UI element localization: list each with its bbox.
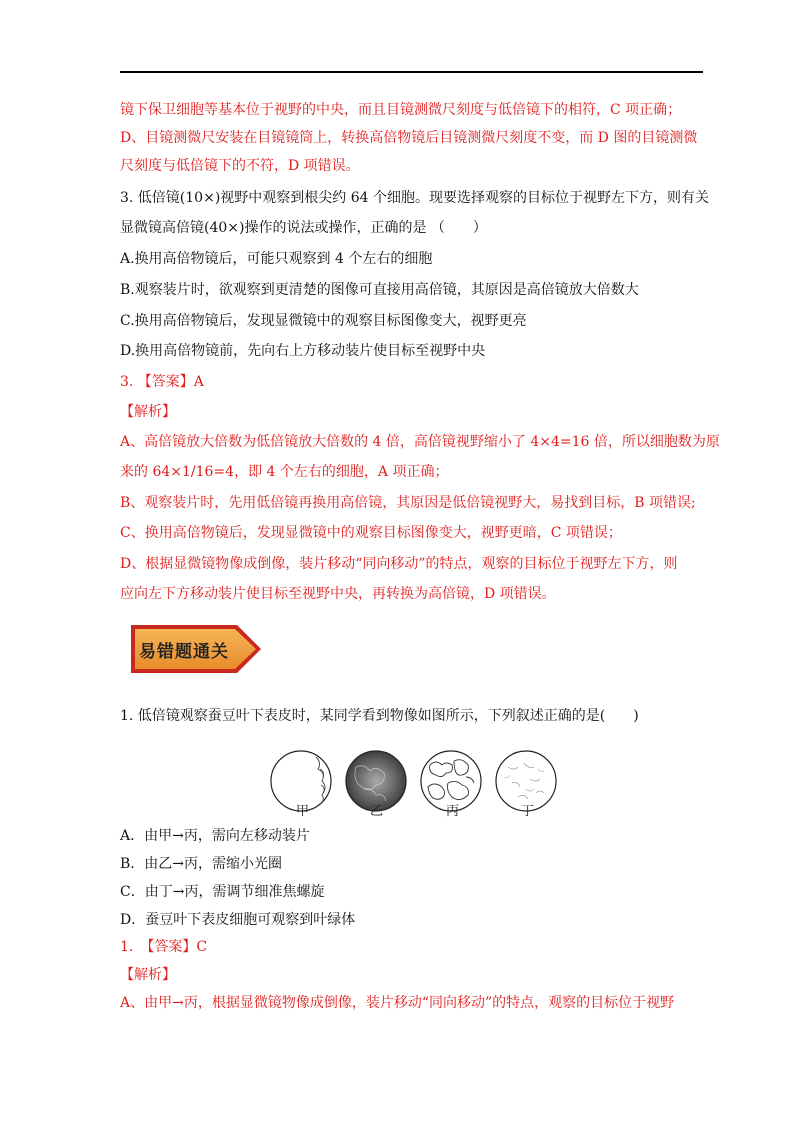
q1-option-d: D．蚕豆叶下表皮细胞可观察到叶绿体 (120, 912, 356, 928)
continuation-line-2: D、目镜测微尺安装在目镜镜筒上，转换高倍物镜后目镜测微尺刻度不变，而 D 图的目镜测微 (120, 130, 698, 146)
continuation-line-1: 镜下保卫细胞等基本位于视野的中央，而且目镜测微尺刻度与低倍镜下的相符，C 项正确； (120, 102, 682, 118)
q1-analysis-label: 【解析】 (120, 967, 176, 983)
figure-label-yi: 乙 (370, 804, 384, 819)
banner-title: 易错题通关 (139, 642, 229, 662)
q1-explanation-line-1: A、由甲→丙，根据显微镜物像成倒像，装片移动“同向移动”的特点，观察的目标位于视野 (120, 995, 675, 1011)
q3-explanation-line-3: B、观察装片时，先用低倍镜再换用高倍镜，其原因是低倍镜视野大，易找到目标，B 项错误; (120, 495, 696, 511)
q1-option-c: C．由丁→丙，需调节细准焦螺旋 (120, 884, 325, 900)
q1-stem: 1. 低倍镜观察蚕豆叶下表皮时，某同学看到物像如图所示，下列叙述正确的是( ) (120, 708, 639, 724)
figure-label-bing: 丙 (446, 804, 460, 819)
q3-explanation-line-5: D、根据显微镜物像成倒像，装片移动“同向移动”的特点，观察的目标位于视野左下方，则 (120, 556, 678, 572)
q3-option-a: A.换用高倍物镜后，可能只观察到 4 个左右的细胞 (120, 251, 433, 267)
q3-explanation-line-4: C、换用高倍物镜后，发现显微镜中的观察目标图像变大，视野更暗，C 项错误； (120, 525, 622, 541)
q1-option-a: A．由甲→丙，需向左移动装片 (120, 828, 310, 844)
q3-explanation-line-6: 应向左下方移动装片使目标至视野中央，再转换为高倍镜，D 项错误。 (120, 586, 556, 602)
header-rule (120, 71, 703, 73)
q1-answer: 1. 【答案】C (120, 939, 208, 955)
q3-answer: 3. 【答案】A (120, 374, 204, 390)
figure-label-jia: 甲 (296, 804, 310, 819)
q3-stem-line-2: 显微镜高倍镜(40×)操作的说法或操作，正确的是 （ ） (120, 220, 487, 236)
q3-option-d: D.换用高倍物镜前，先向右上方移动装片使目标至视野中央 (120, 343, 486, 359)
q1-option-b: B．由乙→丙，需缩小光圈 (120, 856, 283, 872)
q3-explanation-line-2: 来的 64×1/16=4，即 4 个左右的细胞，A 项正确； (120, 464, 449, 480)
q3-analysis-label: 【解析】 (120, 404, 176, 420)
q3-explanation-line-1: A、高倍镜放大倍数为低倍镜放大倍数的 4 倍，高倍镜视野缩小了 4×4=16 倍，所以细胞数为原 (120, 434, 720, 450)
section-banner (129, 623, 263, 675)
continuation-line-3: 尺刻度与低倍镜下的不符，D 项错误。 (120, 158, 360, 174)
q3-option-b: B.观察装片时，欲观察到更清楚的图像可直接用高倍镜，其原因是高倍镜放大倍数大 (120, 282, 639, 298)
q3-stem-line-1: 3. 低倍镜(10×)视野中观察到根尖约 64 个细胞。现要选择观察的目标位于视野左下方，则有关 (120, 190, 709, 206)
q3-option-c: C.换用高倍物镜后，发现显微镜中的观察目标图像变大，视野更亮 (120, 313, 527, 329)
figure-label-ding: 丁 (521, 804, 535, 819)
